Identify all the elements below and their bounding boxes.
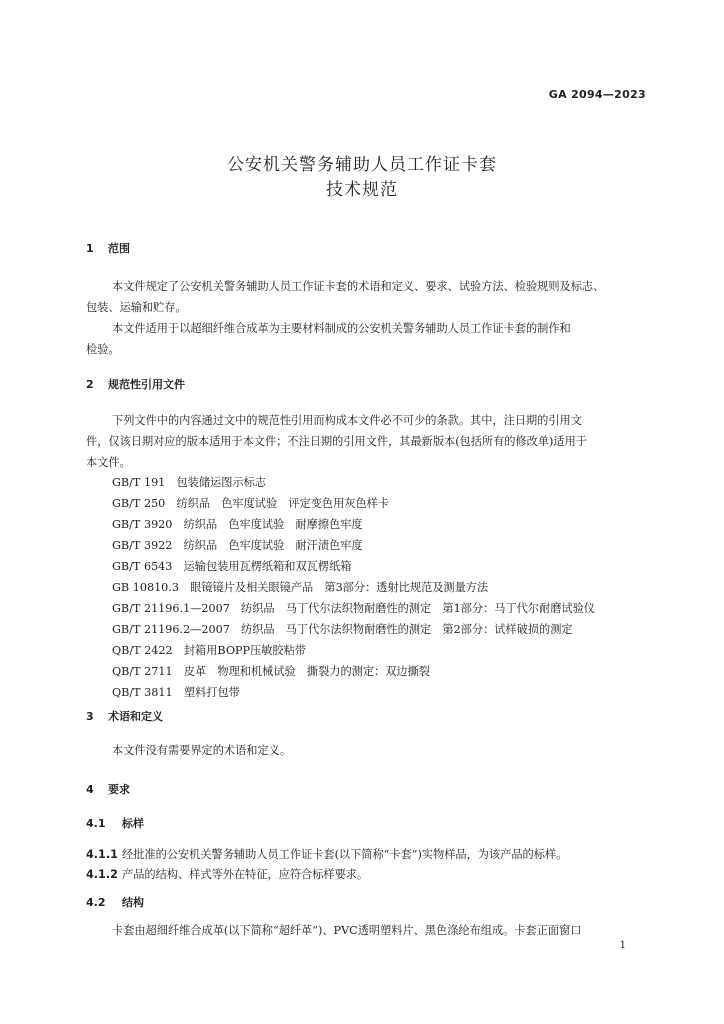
clause-number: 4.1.1 [86,848,118,861]
clause-4-1-1 [86,846,567,862]
document-subtitle: 技术规范 [326,180,398,200]
section-title: 术语和定义 [108,710,163,723]
section-number: 2 [86,378,94,391]
section-title: 规范性引用文件 [108,378,185,391]
clause-4-1-2 [86,866,368,882]
section-title: 标样 [122,817,144,830]
paragraph-line: 本文件。 [86,456,131,469]
subsection-4-1-heading [86,815,144,831]
section-title: 要求 [108,783,130,796]
section-3-heading [86,708,163,724]
reference-item: QB/T 2711 皮革 物理和机械试验 撕裂力的测定：双边撕裂 [112,665,430,678]
reference-item: GB/T 250 纺织品 色牢度试验 评定变色用灰色样卡 [112,497,390,510]
reference-item: GB 10810.3 眼镜镜片及相关眼镜产品 第3部分：透射比规范及测量方法 [112,581,489,594]
section-number: 4.2 [86,896,106,909]
section-1-body [86,276,642,360]
clause-number: 4.1.2 [86,868,118,881]
paragraph-line: 卡套由超细纤维合成革(以下简称“超纤革”)、PVC透明塑料片、黑色涤纶布组成。卡套正面窗口 [112,924,582,937]
section-title: 范围 [108,242,130,255]
paragraph-line: 本文件没有需要界定的术语和定义。 [112,744,292,757]
section-number: 3 [86,710,94,723]
clause-text: 产品的结构、样式等外在特征，应符合标样要求。 [122,868,369,881]
section-number: 4.1 [86,817,106,830]
paragraph-line: 包装、运输和贮存。 [86,301,187,314]
clause-text: 经批准的公安机关警务辅助人员工作证卡套(以下简称“卡套”)实物样品，为该产品的标样。 [122,848,568,861]
section-2-body [86,410,642,473]
section-number: 1 [86,242,94,255]
subsection-4-2-heading [86,894,144,910]
reference-item: QB/T 3811 塑料打包带 [112,686,240,699]
page-number: 1 [619,940,626,951]
reference-item: GB/T 3920 纺织品 色牢度试验 耐摩擦色牢度 [112,518,363,531]
paragraph-line: 件，仅该日期对应的版本适用于本文件；不注日期的引用文件，其最新版本(包括所有的修改单)适用于 [86,435,587,448]
paragraph-line: 本文件适用于以超细纤维合成革为主要材料制成的公安机关警务辅助人员工作证卡套的制作和 [112,322,571,335]
paragraph-line: 检验。 [86,343,120,356]
section-title: 结构 [122,896,144,909]
reference-item: GB/T 191 包装储运图示标志 [112,476,266,489]
paragraph-line: 下列文件中的内容通过文中的规范性引用而构成本文件必不可少的条款。其中，注日期的引用文 [112,414,582,427]
paragraph-line: 本文件规定了公安机关警务辅助人员工作证卡套的术语和定义、要求、试验方法、检验规则及标志、 [112,280,605,293]
section-1-heading [86,240,130,256]
reference-item: GB/T 3922 纺织品 色牢度试验 耐汗渍色牢度 [112,539,363,552]
reference-item: QB/T 2422 封箱用BOPP压敏胶粘带 [112,644,306,657]
section-3-body [86,740,642,761]
reference-item: GB/T 21196.2—2007 纺织品 马丁代尔法织物耐磨性的测定 第2部分：试样破损的测定 [112,623,573,636]
section-4-2-body [86,920,642,941]
section-number: 4 [86,783,94,796]
reference-item: GB/T 21196.1—2007 纺织品 马丁代尔法织物耐磨性的测定 第1部分：马丁代尔耐磨试验仪 [112,602,595,615]
section-4-heading [86,781,130,797]
standard-code: GA 2094—2023 [548,88,646,101]
document-title: 公安机关警务辅助人员工作证卡套 [227,155,497,175]
section-2-heading [86,376,185,392]
reference-item: GB/T 6543 运输包装用瓦楞纸箱和双瓦楞纸箱 [112,560,352,573]
